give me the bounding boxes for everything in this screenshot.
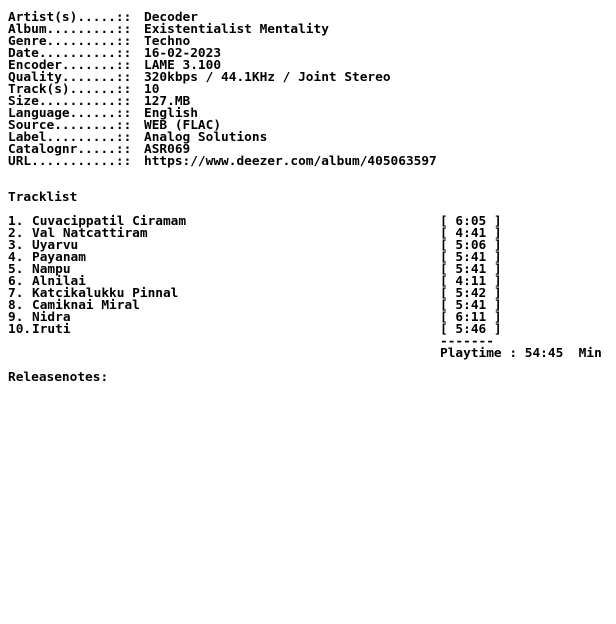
track-duration: [ 4:11 ] xyxy=(440,274,502,289)
track-number: 6. xyxy=(8,274,24,289)
blank-line xyxy=(8,180,608,192)
track-title: Nampu xyxy=(32,262,71,277)
blank-line xyxy=(8,168,608,180)
meta-key: Artist(s).....:: xyxy=(8,10,132,25)
meta-value-url: https://www.deezer.com/album/405063597 xyxy=(144,154,437,169)
meta-value: 127.MB xyxy=(144,94,191,109)
meta-value: English xyxy=(144,106,198,121)
meta-row-url xyxy=(8,156,608,168)
meta-value: Existentialist Mentality xyxy=(144,22,329,37)
track-title: Val Natcattiram xyxy=(32,226,148,241)
track-title: Iruti xyxy=(32,322,71,337)
meta-key: Encoder.......:: xyxy=(8,58,132,73)
metadata-block xyxy=(8,12,608,168)
releasenotes-heading: Releasenotes: xyxy=(8,370,109,385)
track-row xyxy=(8,252,608,264)
track-duration: [ 6:11 ] xyxy=(440,310,502,325)
track-number: 5. xyxy=(8,262,24,277)
meta-value: Decoder xyxy=(144,10,198,25)
track-number: 8. xyxy=(8,298,24,313)
track-number: 2. xyxy=(8,226,24,241)
track-duration: [ 5:42 ] xyxy=(440,286,502,301)
meta-key: Quality.......:: xyxy=(8,70,132,85)
meta-value: 16-02-2023 xyxy=(144,46,222,61)
track-title: Cuvacippatil Ciramam xyxy=(32,214,187,229)
meta-value: WEB (FLAC) xyxy=(144,118,222,133)
meta-key: Size..........:: xyxy=(8,94,132,109)
track-number: 10. xyxy=(8,322,32,337)
tracklist xyxy=(8,216,608,336)
meta-key: Genre.........:: xyxy=(8,34,132,49)
meta-value: Techno xyxy=(144,34,191,49)
meta-key: Date..........:: xyxy=(8,46,132,61)
track-number: 4. xyxy=(8,250,24,265)
meta-value: 10 xyxy=(144,82,160,97)
track-title: Payanam xyxy=(32,250,86,265)
playtime-separator: ------- xyxy=(440,334,494,349)
track-duration: [ 6:05 ] xyxy=(440,214,502,229)
meta-key: Language......:: xyxy=(8,106,132,121)
track-title: Nidra xyxy=(32,310,71,325)
track-duration: [ 5:41 ] xyxy=(440,262,502,277)
track-duration: [ 5:46 ] xyxy=(440,322,502,337)
meta-key: Label.........:: xyxy=(8,130,132,145)
track-number: 7. xyxy=(8,286,24,301)
meta-value: 320kbps / 44.1KHz / Joint Stereo xyxy=(144,70,391,85)
nfo-document xyxy=(8,12,608,384)
track-title: Uyarvu xyxy=(32,238,79,253)
meta-key: URL...........:: xyxy=(8,154,132,169)
meta-key: Track(s)......:: xyxy=(8,82,132,97)
track-number: 1. xyxy=(8,214,24,229)
meta-key: Catalognr.....:: xyxy=(8,142,132,157)
meta-value: Analog Solutions xyxy=(144,130,268,145)
track-duration: [ 5:41 ] xyxy=(440,250,502,265)
track-number: 3. xyxy=(8,238,24,253)
track-duration: [ 4:41 ] xyxy=(440,226,502,241)
meta-key: Album.........:: xyxy=(8,22,132,37)
track-row xyxy=(8,264,608,276)
track-number: 9. xyxy=(8,310,24,325)
track-duration: [ 5:41 ] xyxy=(440,298,502,313)
total-playtime: Playtime : 54:45 Min xyxy=(440,346,602,361)
track-title: Katcikalukku Pinnal xyxy=(32,286,179,301)
tracklist-heading: Tracklist xyxy=(8,190,78,205)
meta-value: ASR069 xyxy=(144,142,191,157)
meta-value: LAME 3.100 xyxy=(144,58,222,73)
track-title: Camiknai Miral xyxy=(32,298,140,313)
track-title: Alnilai xyxy=(32,274,86,289)
track-row xyxy=(8,228,608,240)
meta-key: Source........:: xyxy=(8,118,132,133)
track-row xyxy=(8,300,608,312)
track-duration: [ 5:06 ] xyxy=(440,238,502,253)
track-row xyxy=(8,312,608,324)
track-row xyxy=(8,240,608,252)
track-row xyxy=(8,324,608,336)
